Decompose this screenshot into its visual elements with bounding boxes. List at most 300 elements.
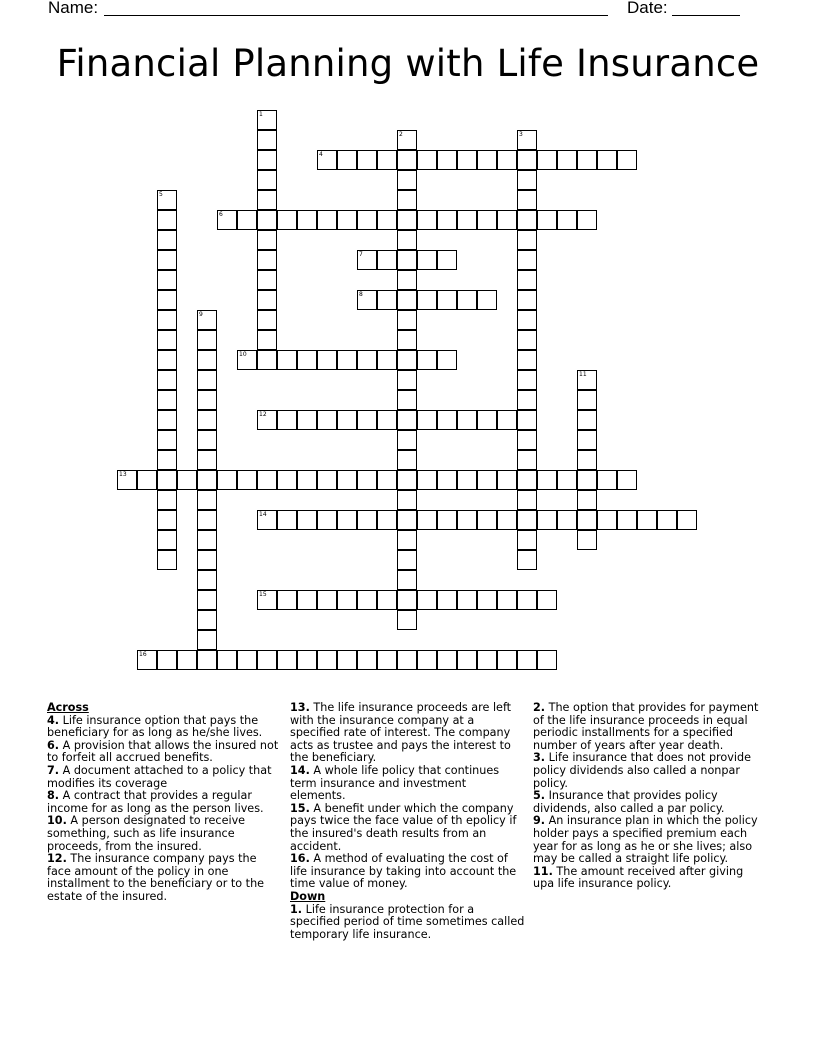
clue-number: 3.	[533, 751, 546, 765]
grid-cell[interactable]	[417, 510, 437, 530]
grid-cell[interactable]	[577, 470, 597, 490]
grid-cell[interactable]	[517, 350, 537, 370]
grid-cell[interactable]	[617, 150, 637, 170]
grid-cell[interactable]	[457, 290, 477, 310]
clue-down-2	[533, 702, 765, 752]
clue-across-6	[47, 740, 279, 765]
grid-cell[interactable]	[517, 150, 537, 170]
grid-cell[interactable]	[397, 170, 417, 190]
grid-cell[interactable]	[317, 410, 337, 430]
grid-cell[interactable]	[397, 390, 417, 410]
grid-cell[interactable]	[197, 530, 217, 550]
grid-cell[interactable]	[157, 450, 177, 470]
grid-cell[interactable]	[397, 570, 417, 590]
grid-cell[interactable]	[257, 210, 277, 230]
grid-cell[interactable]	[397, 610, 417, 630]
grid-cell[interactable]	[497, 470, 517, 490]
cell-number: 15	[259, 591, 267, 598]
clue-number: 14.	[290, 763, 310, 777]
cell-number: 10	[239, 351, 247, 358]
grid-cell[interactable]	[557, 470, 577, 490]
grid-cell[interactable]	[537, 510, 557, 530]
grid-cell[interactable]	[357, 470, 377, 490]
grid-cell[interactable]	[357, 290, 377, 310]
grid-cell[interactable]	[577, 370, 597, 390]
grid-cell[interactable]	[157, 430, 177, 450]
grid-cell[interactable]	[337, 470, 357, 490]
grid-cell[interactable]	[397, 190, 417, 210]
page-title: Financial Planning with Life Insurance	[56, 42, 760, 85]
grid-cell[interactable]	[337, 350, 357, 370]
grid-cell[interactable]	[197, 450, 217, 470]
grid-cell[interactable]	[517, 190, 537, 210]
grid-cell[interactable]	[397, 470, 417, 490]
grid-cell[interactable]	[437, 650, 457, 670]
grid-cell[interactable]	[157, 390, 177, 410]
grid-cell[interactable]	[417, 210, 437, 230]
grid-cell[interactable]	[337, 650, 357, 670]
grid-cell[interactable]	[297, 590, 317, 610]
grid-cell[interactable]	[197, 310, 217, 330]
grid-cell[interactable]	[197, 430, 217, 450]
clue-down-11	[533, 866, 765, 891]
grid-cell[interactable]	[277, 210, 297, 230]
grid-cell[interactable]	[197, 510, 217, 530]
grid-cell[interactable]	[257, 470, 277, 490]
grid-cell[interactable]	[237, 350, 257, 370]
clue-text: A provision that allows the insured not to forfeit all accrued benefits.	[47, 738, 279, 765]
grid-cell[interactable]	[517, 330, 537, 350]
grid-cell[interactable]	[377, 650, 397, 670]
cell-number: 3	[519, 131, 523, 138]
grid-cell[interactable]	[297, 510, 317, 530]
grid-cell[interactable]	[517, 250, 537, 270]
grid-cell[interactable]	[277, 590, 297, 610]
grid-cell[interactable]	[377, 250, 397, 270]
clue-text: A benefit under which the company pays twice the face value of th epolicy if the insured's death results from an accident.	[290, 801, 517, 853]
grid-cell[interactable]	[257, 170, 277, 190]
cell-number: 12	[259, 411, 267, 418]
grid-cell[interactable]	[157, 270, 177, 290]
cell-number: 16	[139, 651, 147, 658]
grid-cell[interactable]	[477, 650, 497, 670]
grid-cell[interactable]	[377, 590, 397, 610]
grid-cell[interactable]	[577, 150, 597, 170]
grid-cell[interactable]	[397, 310, 417, 330]
grid-cell[interactable]	[537, 210, 557, 230]
grid-cell[interactable]	[437, 250, 457, 270]
grid-cell[interactable]	[397, 590, 417, 610]
grid-cell[interactable]	[317, 210, 337, 230]
grid-cell[interactable]	[137, 470, 157, 490]
grid-cell[interactable]	[537, 650, 557, 670]
grid-cell[interactable]	[417, 250, 437, 270]
grid-cell[interactable]	[597, 150, 617, 170]
grid-cell[interactable]	[197, 650, 217, 670]
clue-number: 6.	[47, 738, 60, 752]
grid-cell[interactable]	[317, 510, 337, 530]
grid-cell[interactable]	[517, 470, 537, 490]
grid-cell[interactable]	[397, 230, 417, 250]
grid-cell[interactable]	[157, 650, 177, 670]
grid-cell[interactable]	[457, 590, 477, 610]
grid-cell[interactable]	[377, 210, 397, 230]
grid-cell[interactable]	[157, 470, 177, 490]
grid-cell[interactable]	[157, 550, 177, 570]
grid-cell[interactable]	[357, 350, 377, 370]
clue-number: 15.	[290, 801, 310, 815]
grid-cell[interactable]	[417, 590, 437, 610]
grid-cell[interactable]	[397, 210, 417, 230]
grid-cell[interactable]	[157, 310, 177, 330]
cell-number: 11	[579, 371, 587, 378]
grid-cell[interactable]	[237, 470, 257, 490]
grid-cell[interactable]	[437, 290, 457, 310]
grid-cell[interactable]	[197, 330, 217, 350]
grid-cell[interactable]	[357, 150, 377, 170]
grid-cell[interactable]	[297, 470, 317, 490]
grid-cell[interactable]	[337, 510, 357, 530]
grid-cell[interactable]	[437, 590, 457, 610]
clue-text: Life insurance that does not provide policy dividends also called a nonpar policy.	[533, 751, 751, 790]
grid-cell[interactable]	[197, 590, 217, 610]
grid-cell[interactable]	[157, 250, 177, 270]
grid-cell[interactable]	[397, 650, 417, 670]
grid-cell[interactable]	[357, 250, 377, 270]
grid-cell[interactable]	[157, 410, 177, 430]
grid-cell[interactable]	[517, 510, 537, 530]
grid-cell[interactable]	[257, 510, 277, 530]
clue-text: A person designated to receive something, such as life insurance proceeds, from the insured.	[47, 814, 246, 853]
grid-cell[interactable]	[317, 150, 337, 170]
grid-cell[interactable]	[237, 210, 257, 230]
grid-cell[interactable]	[257, 410, 277, 430]
grid-cell[interactable]	[417, 150, 437, 170]
grid-cell[interactable]	[377, 470, 397, 490]
grid-cell[interactable]	[357, 650, 377, 670]
clue-number: 9.	[533, 814, 546, 828]
clue-text: Life insurance option that pays the beneficiary for as long as he/she lives.	[47, 713, 263, 740]
clue-number: 2.	[533, 701, 546, 714]
clue-across-16	[290, 853, 525, 891]
grid-cell[interactable]	[297, 350, 317, 370]
grid-cell[interactable]	[477, 290, 497, 310]
grid-cell[interactable]	[277, 650, 297, 670]
grid-cell[interactable]	[217, 470, 237, 490]
grid-cell[interactable]	[417, 290, 437, 310]
cell-number: 13	[119, 471, 127, 478]
grid-cell[interactable]	[397, 530, 417, 550]
clue-across-10	[47, 815, 279, 853]
grid-cell[interactable]	[317, 350, 337, 370]
grid-cell[interactable]	[397, 250, 417, 270]
grid-cell[interactable]	[257, 330, 277, 350]
grid-cell[interactable]	[457, 470, 477, 490]
grid-cell[interactable]	[417, 350, 437, 370]
grid-cell[interactable]	[397, 510, 417, 530]
grid-cell[interactable]	[297, 650, 317, 670]
grid-cell[interactable]	[537, 470, 557, 490]
grid-cell[interactable]	[517, 490, 537, 510]
grid-cell[interactable]	[677, 510, 697, 530]
grid-cell[interactable]	[517, 310, 537, 330]
grid-cell[interactable]	[337, 150, 357, 170]
grid-cell[interactable]	[517, 130, 537, 150]
clue-across-13	[290, 702, 525, 765]
grid-cell[interactable]	[177, 650, 197, 670]
grid-cell[interactable]	[257, 270, 277, 290]
grid-cell[interactable]	[117, 470, 137, 490]
clue-number: 13.	[290, 701, 310, 714]
grid-cell[interactable]	[557, 150, 577, 170]
grid-cell[interactable]	[217, 650, 237, 670]
clue-across-4	[47, 715, 279, 740]
grid-cell[interactable]	[257, 310, 277, 330]
grid-cell[interactable]	[577, 530, 597, 550]
grid-cell[interactable]	[397, 290, 417, 310]
grid-cell[interactable]	[157, 230, 177, 250]
grid-cell[interactable]	[517, 370, 537, 390]
grid-cell[interactable]	[137, 650, 157, 670]
clue-down-1	[290, 904, 525, 942]
grid-cell[interactable]	[217, 210, 237, 230]
grid-cell[interactable]	[237, 650, 257, 670]
grid-cell[interactable]	[657, 510, 677, 530]
grid-cell[interactable]	[317, 650, 337, 670]
grid-cell[interactable]	[617, 510, 637, 530]
grid-cell[interactable]	[457, 210, 477, 230]
clue-across-8	[47, 790, 279, 815]
grid-cell[interactable]	[497, 510, 517, 530]
grid-cell[interactable]	[517, 550, 537, 570]
grid-cell[interactable]	[157, 370, 177, 390]
grid-cell[interactable]	[577, 390, 597, 410]
grid-cell[interactable]	[537, 150, 557, 170]
grid-cell[interactable]	[517, 230, 537, 250]
grid-cell[interactable]	[637, 510, 657, 530]
grid-cell[interactable]	[197, 570, 217, 590]
grid-cell[interactable]	[477, 410, 497, 430]
grid-cell[interactable]	[617, 470, 637, 490]
grid-cell[interactable]	[557, 210, 577, 230]
clue-across-7	[47, 765, 279, 790]
cell-number: 8	[359, 291, 363, 298]
clue-number: 11.	[533, 864, 553, 878]
grid-cell[interactable]	[457, 650, 477, 670]
grid-cell[interactable]	[257, 190, 277, 210]
name-label: Name:	[48, 0, 99, 17]
grid-cell[interactable]	[257, 110, 277, 130]
grid-cell[interactable]	[157, 330, 177, 350]
grid-cell[interactable]	[197, 630, 217, 650]
grid-cell[interactable]	[337, 210, 357, 230]
grid-cell[interactable]	[497, 650, 517, 670]
clue-text: A whole life policy that continues term insurance and investment elements.	[290, 763, 500, 803]
grid-cell[interactable]	[577, 210, 597, 230]
grid-cell[interactable]	[197, 370, 217, 390]
clue-down-5	[533, 790, 765, 815]
clue-text: The amount received after giving upa life insurance policy.	[533, 864, 744, 891]
cell-number: 6	[219, 211, 223, 218]
grid-cell[interactable]	[197, 410, 217, 430]
grid-cell[interactable]	[297, 210, 317, 230]
grid-cell[interactable]	[397, 330, 417, 350]
grid-cell[interactable]	[437, 150, 457, 170]
grid-cell[interactable]	[177, 470, 197, 490]
clue-number: 16.	[290, 852, 310, 866]
grid-cell[interactable]	[197, 470, 217, 490]
grid-cell[interactable]	[517, 210, 537, 230]
grid-cell[interactable]	[517, 430, 537, 450]
grid-cell[interactable]	[477, 210, 497, 230]
grid-cell[interactable]	[517, 270, 537, 290]
clue-number: 5.	[533, 789, 546, 803]
grid-cell[interactable]	[377, 150, 397, 170]
grid-cell[interactable]	[457, 510, 477, 530]
grid-cell[interactable]	[577, 410, 597, 430]
grid-cell[interactable]	[597, 470, 617, 490]
grid-cell[interactable]	[517, 410, 537, 430]
grid-cell[interactable]	[157, 510, 177, 530]
grid-cell[interactable]	[477, 510, 497, 530]
grid-cell[interactable]	[497, 590, 517, 610]
grid-cell[interactable]	[517, 450, 537, 470]
grid-cell[interactable]	[397, 430, 417, 450]
cell-number: 5	[159, 191, 163, 198]
clue-text: A contract that provides a regular income for as long as the person lives.	[47, 789, 264, 815]
grid-cell[interactable]	[257, 250, 277, 270]
grid-cell[interactable]	[377, 290, 397, 310]
cell-number: 4	[319, 151, 323, 158]
grid-cell[interactable]	[477, 150, 497, 170]
grid-cell[interactable]	[497, 410, 517, 430]
grid-cell[interactable]	[437, 470, 457, 490]
clue-number: 12.	[47, 852, 67, 866]
grid-cell[interactable]	[377, 410, 397, 430]
grid-cell[interactable]	[277, 510, 297, 530]
clue-number: 10.	[47, 814, 67, 828]
cell-number: 2	[399, 131, 403, 138]
grid-cell[interactable]	[197, 550, 217, 570]
grid-cell[interactable]	[357, 410, 377, 430]
grid-cell[interactable]	[277, 470, 297, 490]
grid-cell[interactable]	[277, 350, 297, 370]
grid-cell[interactable]	[397, 150, 417, 170]
grid-cell[interactable]	[357, 210, 377, 230]
grid-cell[interactable]	[457, 150, 477, 170]
grid-cell[interactable]	[577, 510, 597, 530]
grid-cell[interactable]	[397, 130, 417, 150]
grid-cell[interactable]	[257, 290, 277, 310]
grid-cell[interactable]	[437, 350, 457, 370]
grid-cell[interactable]	[497, 150, 517, 170]
grid-cell[interactable]	[577, 450, 597, 470]
grid-cell[interactable]	[597, 510, 617, 530]
grid-cell[interactable]	[317, 470, 337, 490]
grid-cell[interactable]	[257, 590, 277, 610]
cell-number: 1	[259, 111, 263, 118]
grid-cell[interactable]	[157, 490, 177, 510]
grid-cell[interactable]	[377, 350, 397, 370]
grid-cell[interactable]	[397, 410, 417, 430]
grid-cell[interactable]	[157, 210, 177, 230]
grid-cell[interactable]	[577, 430, 597, 450]
clues-column-2	[290, 702, 525, 941]
grid-cell[interactable]	[417, 650, 437, 670]
grid-cell[interactable]	[357, 590, 377, 610]
grid-cell[interactable]	[517, 390, 537, 410]
grid-cell[interactable]	[517, 590, 537, 610]
clue-text: A method of evaluating the cost of life insurance by taking into account the time value of money.	[290, 852, 517, 891]
clue-across-15	[290, 803, 525, 853]
grid-cell[interactable]	[297, 410, 317, 430]
grid-cell[interactable]	[437, 510, 457, 530]
grid-cell[interactable]	[197, 390, 217, 410]
clue-across-12	[47, 853, 279, 903]
grid-cell[interactable]	[537, 590, 557, 610]
grid-cell[interactable]	[257, 350, 277, 370]
grid-cell[interactable]	[477, 470, 497, 490]
grid-cell[interactable]	[517, 530, 537, 550]
clue-text: The option that provides for payment of the life insurance proceeds in equal periodic installments for a specified number of years after year death.	[533, 701, 759, 752]
grid-cell[interactable]	[257, 150, 277, 170]
grid-cell[interactable]	[397, 490, 417, 510]
grid-cell[interactable]	[517, 170, 537, 190]
down-heading: Down	[290, 889, 326, 903]
grid-cell[interactable]	[257, 650, 277, 670]
grid-cell[interactable]	[417, 410, 437, 430]
grid-cell[interactable]	[357, 510, 377, 530]
grid-cell[interactable]	[397, 450, 417, 470]
grid-cell[interactable]	[157, 190, 177, 210]
grid-cell[interactable]	[157, 530, 177, 550]
cell-number: 14	[259, 511, 267, 518]
grid-cell[interactable]	[517, 290, 537, 310]
across-heading: Across	[47, 701, 89, 714]
grid-cell[interactable]	[317, 590, 337, 610]
clue-text: The insurance company pays the face amount of the policy in one installment to the beneficiary or to the estate of the insured.	[47, 852, 265, 903]
grid-cell[interactable]	[337, 410, 357, 430]
grid-cell[interactable]	[397, 270, 417, 290]
grid-cell[interactable]	[197, 350, 217, 370]
clue-down-9	[533, 815, 765, 865]
grid-cell[interactable]	[557, 510, 577, 530]
clue-text: Insurance that provides policy dividends, also called a par policy.	[533, 789, 725, 815]
grid-cell[interactable]	[497, 210, 517, 230]
grid-cell[interactable]	[157, 290, 177, 310]
grid-cell[interactable]	[397, 350, 417, 370]
clue-text: An insurance plan in which the policy holder pays a specified premium each year for as long as he or she lives; also may be called a straight life policy.	[533, 814, 758, 866]
clues-column-3	[533, 702, 765, 891]
grid-cell[interactable]	[197, 490, 217, 510]
grid-cell[interactable]	[157, 350, 177, 370]
grid-cell[interactable]	[257, 230, 277, 250]
grid-cell[interactable]	[577, 490, 597, 510]
grid-cell[interactable]	[397, 370, 417, 390]
grid-cell[interactable]	[257, 130, 277, 150]
grid-cell[interactable]	[437, 410, 457, 430]
grid-cell[interactable]	[377, 510, 397, 530]
grid-cell[interactable]	[197, 610, 217, 630]
grid-cell[interactable]	[337, 590, 357, 610]
grid-cell[interactable]	[397, 550, 417, 570]
grid-cell[interactable]	[417, 470, 437, 490]
grid-cell[interactable]	[477, 590, 497, 610]
grid-cell[interactable]	[277, 410, 297, 430]
grid-cell[interactable]	[517, 650, 537, 670]
grid-cell[interactable]	[437, 210, 457, 230]
grid-cell[interactable]	[457, 410, 477, 430]
